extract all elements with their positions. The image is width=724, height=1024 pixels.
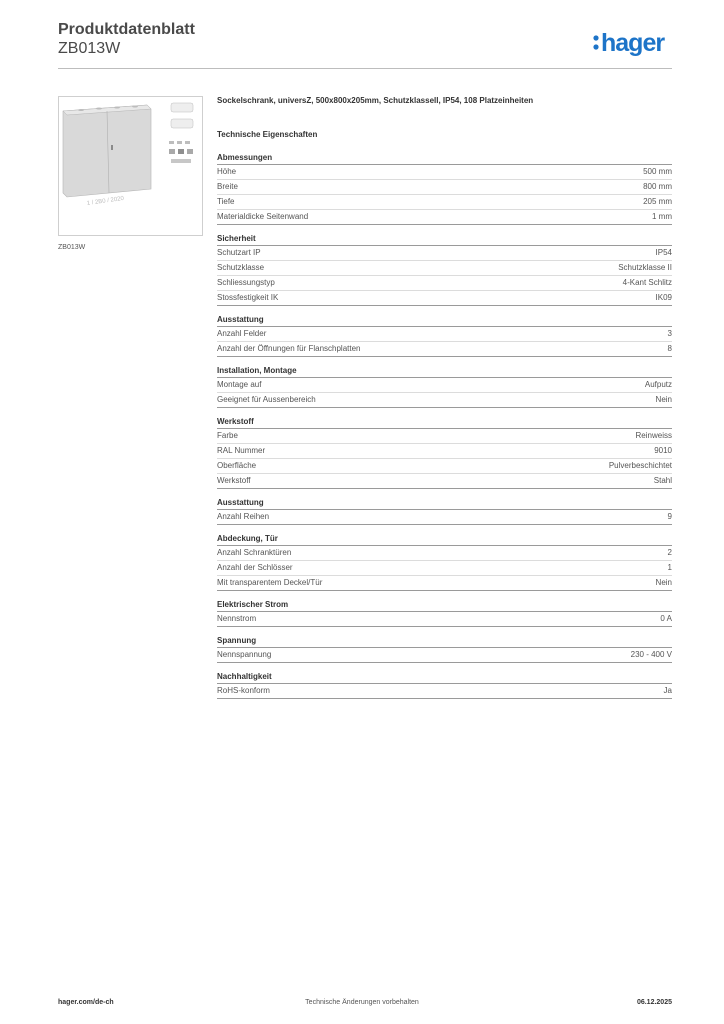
- property-value: 9: [667, 512, 672, 521]
- property-label: Geeignet für Aussenbereich: [217, 395, 316, 404]
- property-row: [217, 378, 672, 393]
- property-row: [217, 510, 672, 525]
- product-details: [217, 96, 672, 707]
- header-divider: [58, 68, 672, 69]
- property-row: [217, 195, 672, 210]
- property-row: [217, 546, 672, 561]
- section-title: Ausstattung: [217, 314, 672, 327]
- property-value: 4-Kant Schlitz: [622, 278, 672, 287]
- property-section: [217, 671, 672, 699]
- property-row: [217, 561, 672, 576]
- property-row: [217, 576, 672, 591]
- property-value: 2: [667, 548, 672, 557]
- property-label: Anzahl Felder: [217, 329, 267, 338]
- section-title: Elektrischer Strom: [217, 599, 672, 612]
- property-label: Schutzart IP: [217, 248, 261, 257]
- property-row: [217, 459, 672, 474]
- property-value: 8: [667, 344, 672, 353]
- property-value: 0 A: [660, 614, 672, 623]
- property-value: Stahl: [653, 476, 672, 485]
- property-value: 1: [667, 563, 672, 572]
- property-row: [217, 291, 672, 306]
- svg-text:hager: hager: [601, 29, 665, 56]
- property-label: Anzahl Schranktüren: [217, 548, 292, 557]
- property-row: [217, 165, 672, 180]
- property-row: [217, 246, 672, 261]
- property-section: [217, 233, 672, 306]
- hager-logo: [593, 28, 673, 56]
- property-label: Anzahl der Schlösser: [217, 563, 293, 572]
- property-section: [217, 152, 672, 225]
- footer-note: Technische Änderungen vorbehalten: [305, 999, 419, 1006]
- property-label: Anzahl Reihen: [217, 512, 270, 521]
- property-label: Schliessungstyp: [217, 278, 275, 287]
- property-label: Schutzklasse: [217, 263, 265, 272]
- property-value: Schutzklasse II: [618, 263, 672, 272]
- property-value: Nein: [655, 578, 672, 587]
- property-section: [217, 533, 672, 591]
- property-value: 800 mm: [643, 182, 672, 191]
- property-row: [217, 210, 672, 225]
- property-section: [217, 416, 672, 489]
- property-row: [217, 180, 672, 195]
- property-label: Nennspannung: [217, 650, 272, 659]
- property-label: Werkstoff: [217, 476, 251, 485]
- property-label: Anzahl der Öffnungen für Flanschplatten: [217, 344, 361, 353]
- property-section: [217, 599, 672, 627]
- property-row: [217, 393, 672, 408]
- property-label: Höhe: [217, 167, 237, 176]
- property-section: [217, 635, 672, 663]
- property-value: 205 mm: [643, 197, 672, 206]
- property-row: [217, 612, 672, 627]
- property-value: 3: [667, 329, 672, 338]
- page-title: Produktdatenblatt: [58, 21, 195, 38]
- property-row: [217, 276, 672, 291]
- property-label: Breite: [217, 182, 238, 191]
- product-code: ZB013W: [58, 40, 121, 57]
- section-title: Nachhaltigkeit: [217, 671, 672, 684]
- section-title: Abmessungen: [217, 152, 672, 165]
- property-row: [217, 342, 672, 357]
- property-label: Materialdicke Seitenwand: [217, 212, 309, 221]
- property-label: Montage auf: [217, 380, 262, 389]
- svg-text:1 / 2B0 / 2020: 1 / 2B0 / 2020: [86, 195, 125, 207]
- property-row: [217, 327, 672, 342]
- section-title: Abdeckung, Tür: [217, 533, 672, 546]
- property-value: Ja: [663, 686, 672, 695]
- property-row: [217, 261, 672, 276]
- property-sections: [217, 152, 672, 699]
- property-value: Aufputz: [644, 380, 672, 389]
- property-row: [217, 474, 672, 489]
- property-value: IP54: [655, 248, 672, 257]
- product-image: [58, 96, 203, 236]
- property-row: [217, 429, 672, 444]
- section-title: Sicherheit: [217, 233, 672, 246]
- footer-date: 06.12.2025: [636, 999, 672, 1006]
- property-value: Reinweiss: [635, 431, 672, 440]
- property-section: [217, 314, 672, 357]
- product-description: Sockelschrank, universZ, 500x800x205mm, Schutzklassell, IP54, 108 Platzeinheiten: [217, 96, 534, 105]
- section-title: Installation, Montage: [217, 365, 672, 378]
- property-label: Oberfläche: [217, 461, 257, 470]
- property-label: Farbe: [217, 431, 238, 440]
- property-section: [217, 365, 672, 408]
- property-value: Pulverbeschichtet: [608, 461, 672, 470]
- property-value: 230 - 400 V: [630, 650, 672, 659]
- property-value: 500 mm: [643, 167, 672, 176]
- property-value: IK09: [655, 293, 672, 302]
- property-section: [217, 497, 672, 525]
- property-label: RAL Nummer: [217, 446, 266, 455]
- property-label: Nennstrom: [217, 614, 257, 623]
- property-row: [217, 684, 672, 699]
- section-title: Werkstoff: [217, 416, 672, 429]
- section-title: Ausstattung: [217, 497, 672, 510]
- property-value: 1 mm: [652, 212, 672, 221]
- section-title: Spannung: [217, 635, 672, 648]
- property-label: RoHS-konform: [217, 686, 270, 695]
- footer-website: hager.com/de-ch: [58, 999, 114, 1006]
- property-row: [217, 444, 672, 459]
- property-row: [217, 648, 672, 663]
- property-value: Nein: [655, 395, 672, 404]
- property-label: Tiefe: [217, 197, 235, 206]
- technical-properties-heading: Technische Eigenschaften: [217, 130, 318, 139]
- image-caption: ZB013W: [58, 244, 86, 251]
- property-label: Stossfestigkeit IK: [217, 293, 279, 302]
- property-label: Mit transparentem Deckel/Tür: [217, 578, 323, 587]
- property-value: 9010: [654, 446, 672, 455]
